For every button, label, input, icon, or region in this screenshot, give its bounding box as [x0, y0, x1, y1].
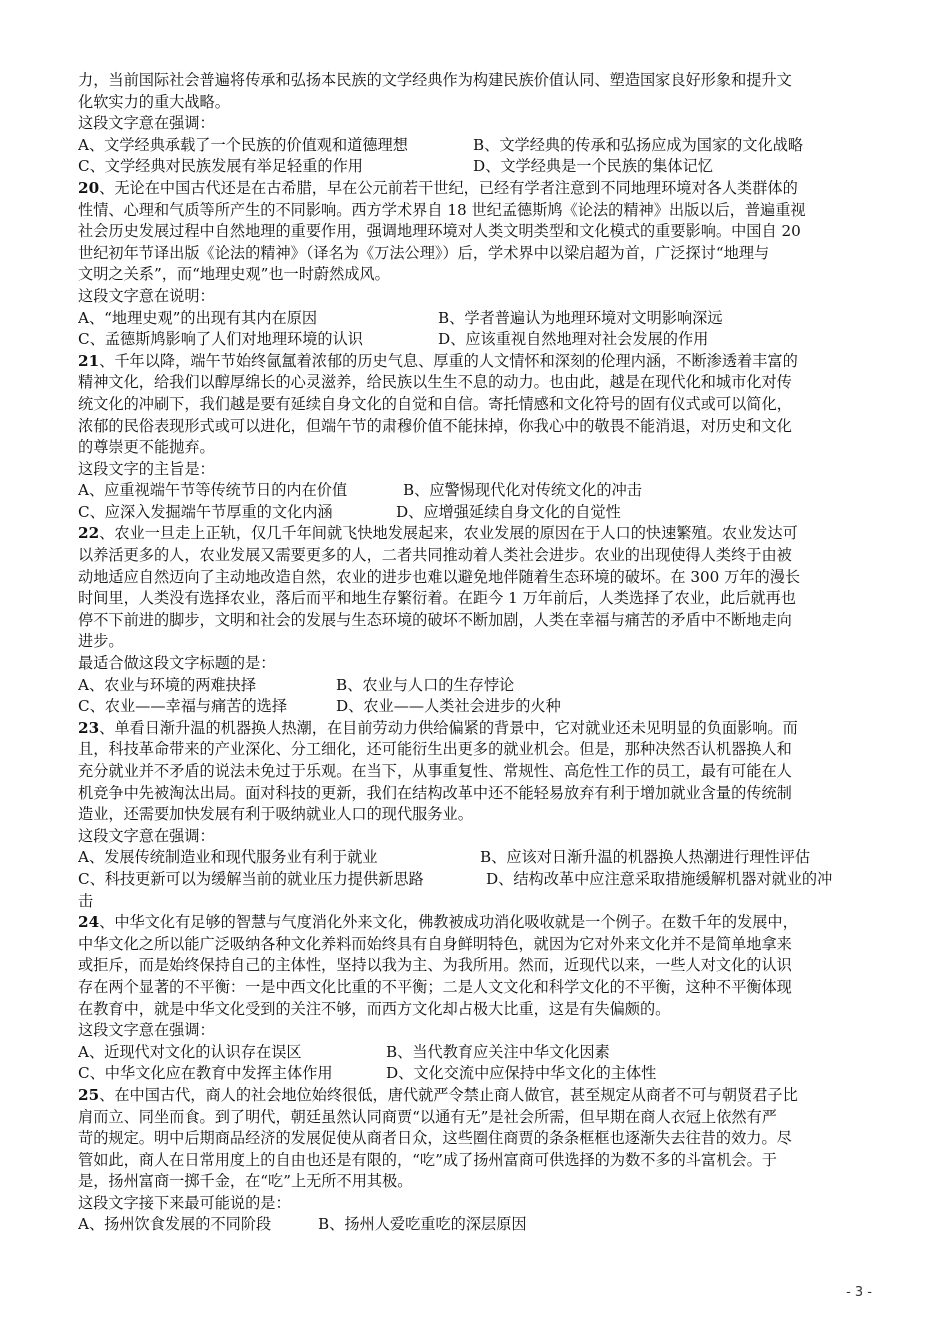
option-c: C、孟德斯鸠影响了人们对地理环境的认识 — [78, 330, 363, 349]
option-a: A、农业与环境的两难抉择 — [78, 675, 257, 694]
option-row — [78, 1042, 873, 1064]
passage-line: 24、中华文化有足够的智慧与气度消化外来文化，佛教被成功消化吸收就是一个例子。在数千年的发展中， — [78, 913, 798, 932]
option-row — [78, 847, 873, 869]
option-c: C、文学经典对民族发展有举足轻重的作用 — [78, 157, 363, 176]
option-row — [78, 308, 873, 330]
passage-line: 以养活更多的人，农业发展又需要更多的人，二者共同推动着人类社会进步。农业的出现使得人类终于由被 — [78, 546, 792, 565]
option-b: B、当代教育应关注中华文化因素 — [386, 1042, 610, 1061]
option-row — [78, 502, 873, 524]
option-d: D、文学经典是一个民族的集体记忆 — [473, 157, 713, 176]
question-number: 23 — [78, 718, 100, 737]
option-d: D、文化交流中应保持中华文化的主体性 — [386, 1064, 657, 1083]
option-row — [78, 696, 873, 718]
passage-line: 机竞争中先被淘汰出局。面对科技的更新，我们在结构改革中还不能轻易放弃有利于增加就业含量的传统制 — [78, 783, 792, 802]
passage-line: 充分就业并不矛盾的说法未免过于乐观。在当下，从事重复性、常规性、高危性工作的员工，最有可能在人 — [78, 762, 792, 780]
passage-line: 造业，还需要加快发展有利于吸纳就业人口的现代服务业。 — [78, 805, 473, 824]
option-d: D、应增强延续自身文化的自觉性 — [396, 502, 621, 521]
option-row — [78, 675, 873, 697]
passage-line: 是，扬州富商一掷千金，在“吃”上无所不用其极。 — [78, 1172, 413, 1191]
option-b: B、应该对日渐升温的机器换人热潮进行理性评估 — [480, 848, 811, 867]
option-c: C、科技更新可以为缓解当前的就业压力提供新思路 — [78, 869, 424, 888]
option-d: D、应该重视自然地理对社会发展的作用 — [438, 330, 709, 349]
option-a: A、近现代对文化的认识存在误区 — [78, 1042, 302, 1061]
option-row — [78, 1063, 873, 1085]
option-c: C、中华文化应在教育中发挥主体作用 — [78, 1064, 333, 1083]
passage-line: 浓郁的民俗表现形式或可以进化，但端午节的肃穆价值不能抹掉，你我心中的敬畏不能消退，对历史和文化 — [78, 416, 792, 435]
option-b: B、文学经典的传承和弘扬应成为国家的文化战略 — [473, 135, 804, 154]
option-a: A、扬州饮食发展的不同阶段 — [78, 1215, 272, 1234]
passage-line: 动地适应自然迈向了主动地改造自然，农业的进步也难以避免地伴随着生态环境的破坏。在 300 万年的漫长 — [78, 567, 801, 586]
passage-line: 或拒斥，而是始终保持自己的主体性，坚持以我为主、为我所用。然而，近现代以来，一些人对文化的认识 — [78, 956, 792, 975]
option-b: B、学者普遍认为地理环境对文明影响深远 — [438, 308, 723, 327]
option-c: C、农业——幸福与痛苦的选择 — [78, 697, 288, 716]
passage-line: 进步。 — [78, 632, 124, 651]
passage-line: 世纪初年节译出版《论法的精神》（译名为《万法公理》）后，学术界中以梁启超为首，广泛探讨“地理与 — [78, 243, 770, 262]
option-row — [78, 156, 873, 178]
option-row — [78, 1214, 873, 1236]
question-number: 24 — [78, 913, 100, 932]
question-number: 25 — [78, 1085, 100, 1104]
passage-line: 统文化的冲刷下，我们越是要有延续自身文化的自觉和自信。寄托情感和文化符号的固有仪式或可以简化， — [78, 394, 792, 413]
option-row — [78, 329, 873, 351]
option-b: B、应警惕现代化对传统文化的冲击 — [403, 481, 642, 500]
passage-line: 精神文化，给我们以醇厚绵长的心灵滋养，给民族以生生不息的动力。也由此，越是在现代化和城市化对传 — [78, 373, 792, 392]
question-number: 20 — [78, 178, 100, 197]
option-a: A、发展传统制造业和现代服务业有利于就业 — [78, 848, 378, 867]
option-b: B、扬州人爱吃重吃的深层原因 — [318, 1215, 527, 1234]
passage-line: 文明之关系”，而“地理史观”也一时蔚然成风。 — [78, 265, 390, 284]
passage-line: 性情、心理和气质等所产生的不同影响。西方学术界自 18 世纪孟德斯鸠《论法的精神》出版以后，普遍重视 — [78, 200, 806, 219]
passage-line: 22、农业一旦走上正轨，仅几千年间就飞快地发展起来，农业发展的原因在于人口的快速繁殖。农业发达可 — [78, 524, 798, 543]
option-a: A、“地理史观”的出现有其内在原因 — [78, 308, 318, 327]
option-a: A、应重视端午节等传统节日的内在价值 — [78, 481, 348, 500]
option-row — [78, 480, 873, 502]
passage-line: 23、单看日渐升温的机器换人热潮，在目前劳动力供给偏紧的背景中，它对就业还未见明显的负面影响。而 — [78, 718, 798, 737]
question-prompt: 这段文字意在说明： — [78, 286, 215, 305]
passage-line: 存在两个显著的不平衡：一是中西文化比重的不平衡；二是人文文化和科学文化的不平衡，这种不平衡体现 — [78, 977, 792, 996]
passage-line: 停不下前进的脚步，文明和社会的发展与生态环境的破坏不断加剧，人类在幸福与痛苦的矛盾中不断地走向 — [78, 610, 792, 629]
option-c: C、应深入发掘端午节厚重的文化内涵 — [78, 502, 333, 521]
passage-line: 20、无论在中国古代还是在古希腊，早在公元前若干世纪，已经有学者注意到不同地理环境对各人类群体的 — [78, 178, 798, 197]
question-prompt: 这段文字意在强调： — [78, 826, 215, 845]
question-prompt: 这段文字意在强调： — [78, 114, 215, 133]
passage-line: 在教育中，就是中华文化受到的关注不够，而西方文化却占极大比重，这是有失偏颇的。 — [78, 999, 671, 1018]
passage-line: 社会历史发展过程中自然地理的重要作用，强调地理环境对人类文明类型和文化模式的重要影响。中国自 20 — [78, 222, 801, 241]
passage-line: 肩而立、同坐而食。到了明代，朝廷虽然认同商贾“以通有无”是社会所需，但早期在商人衣冠上依然有严 — [78, 1107, 777, 1126]
question-prompt: 这段文字的主旨是： — [78, 459, 215, 478]
exam-page — [78, 70, 873, 1236]
question-prompt: 最适合做这段文字标题的是： — [78, 654, 276, 673]
page-number: - 3 - — [846, 1285, 872, 1300]
option-d-continuation: 击 — [78, 891, 94, 910]
passage-line: 力，当前国际社会普遍将传承和弘扬本民族的文学经典作为构建民族价值认同、塑造国家良好形象和提升文 — [78, 71, 792, 89]
option-b: B、农业与人口的生存悖论 — [336, 675, 515, 694]
option-d: D、农业——人类社会进步的火种 — [336, 697, 561, 716]
option-d: D、结构改革中应注意采取措施缓解机器对就业的冲 — [486, 869, 833, 888]
passage-line: 且，科技革命带来的产业深化、分工细化，还可能衍生出更多的就业机会。但是，那种决然否认机器换人和 — [78, 740, 792, 759]
question-number: 21 — [78, 351, 100, 370]
passage-line: 25、在中国古代，商人的社会地位始终很低，唐代就严令禁止商人做官，甚至规定从商者不可与朝贤君子比 — [78, 1085, 798, 1104]
question-prompt: 这段文字接下来最可能说的是： — [78, 1193, 291, 1212]
passage-line: 苛的规定。明中后期商品经济的发展促使从商者日众，这些圈住商贾的条条框框也逐渐失去往昔的效力。尽 — [78, 1129, 792, 1148]
passage-line: 时间里，人类没有选择农业，落后而平和地生存繁衍着。在距今 1 万年前后，人类选择了农业，此后就再也 — [78, 589, 796, 608]
passage-line: 的尊崇更不能抛弃。 — [78, 438, 215, 457]
option-row — [78, 135, 873, 157]
question-number: 22 — [78, 524, 100, 543]
passage-line: 中华文化之所以能广泛吸纳各种文化养料而始终具有自身鲜明特色，就因为它对外来文化并不是简单地拿来 — [78, 934, 792, 953]
passage-line: 21、千年以降，端午节始终氤氲着浓郁的历史气息、厚重的人文情怀和深刻的伦理内涵，不断渗透着丰富的 — [78, 351, 798, 370]
option-a: A、文学经典承载了一个民族的价值观和道德理想 — [78, 135, 408, 154]
question-prompt: 这段文字意在强调： — [78, 1021, 215, 1040]
passage-line: 管如此，商人在日常用度上的自由也还是有限的，“吃”成了扬州富商可供选择的为数不多的斗富机会。于 — [78, 1150, 777, 1169]
option-row — [78, 869, 873, 891]
passage-line: 化软实力的重大战略。 — [78, 92, 230, 111]
